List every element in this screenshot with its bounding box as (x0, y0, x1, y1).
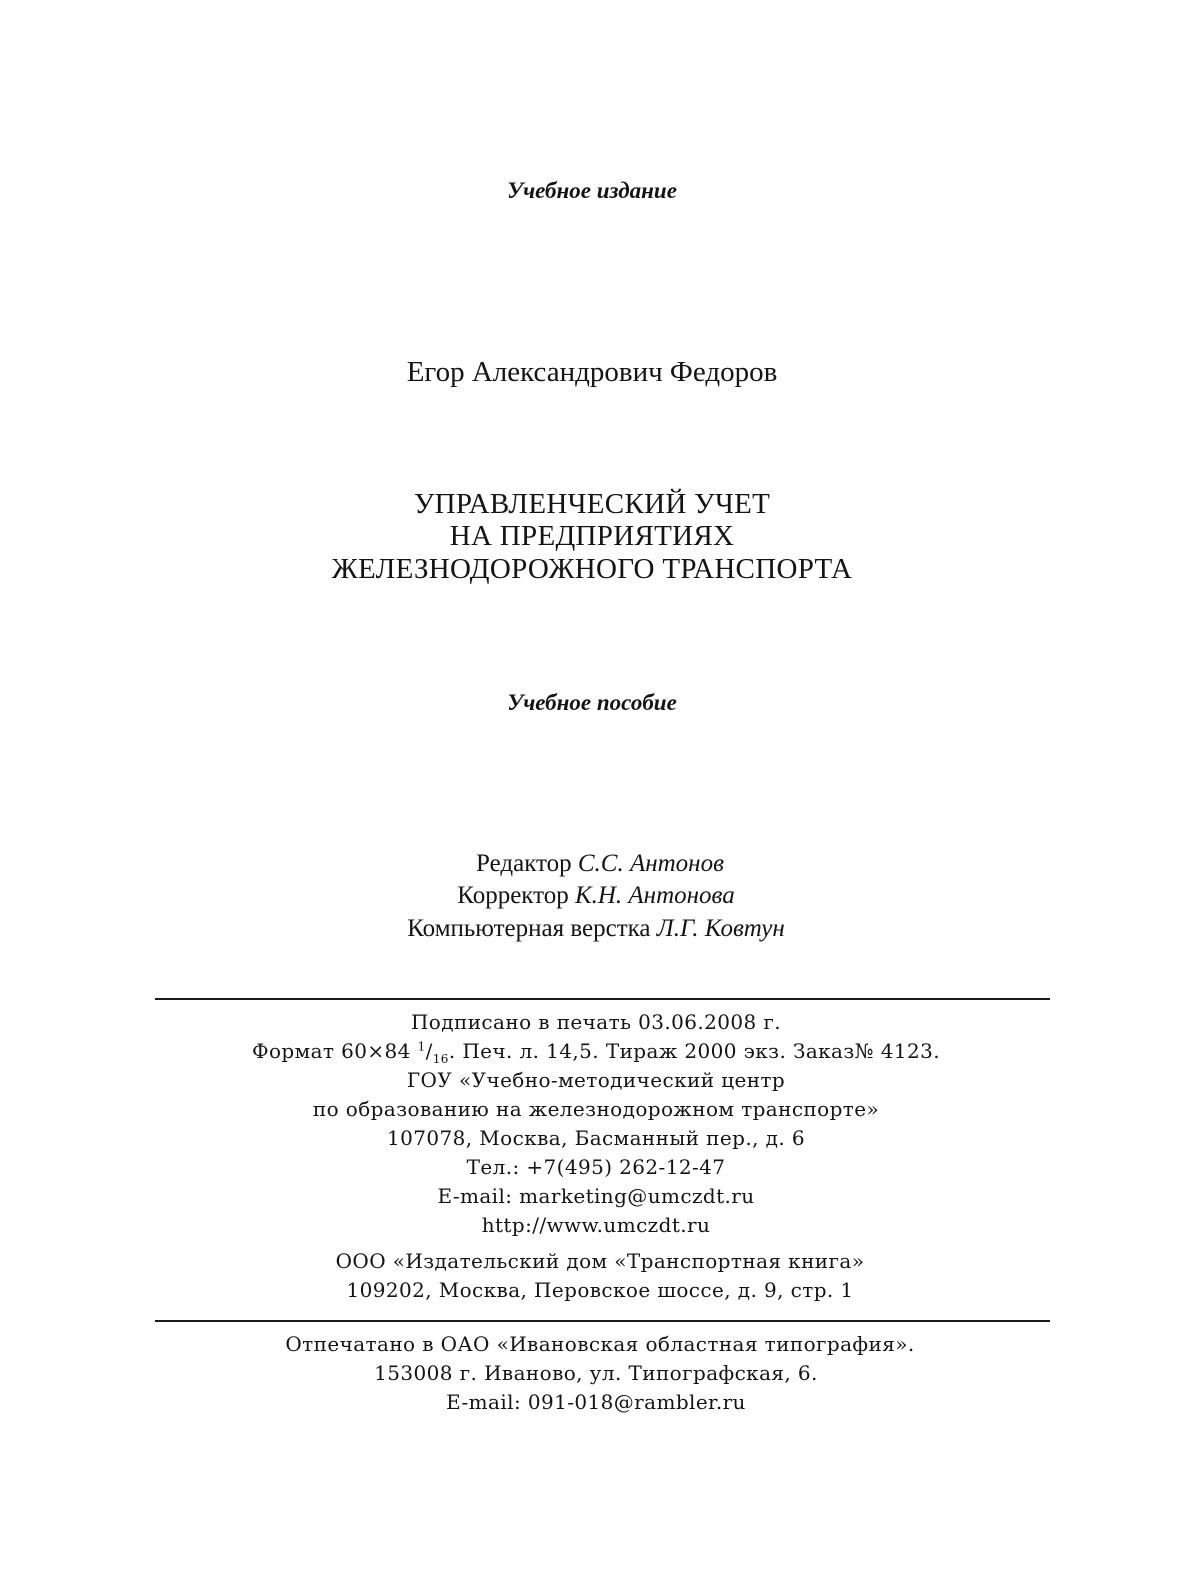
printer-address: 153008 г. Иваново, ул. Типографская, 6. (374, 1361, 818, 1385)
genre-label: Учебное пособие (507, 690, 677, 715)
editor-role: Редактор (476, 850, 572, 877)
layout-role: Компьютерная верстка (407, 915, 651, 942)
title-line-3: ЖЕЛЕЗНОДОРОЖНОГО ТРАНСПОРТА (331, 553, 853, 585)
org-url: http://www.umczdt.ru (481, 1213, 711, 1237)
format-prefix: Формат 60×84 (251, 1039, 411, 1063)
proofreader-name: К.Н. Антонова (574, 882, 735, 909)
title-line-1: УПРАВЛЕНЧЕСКИЙ УЧЕТ (413, 488, 771, 520)
divider-bottom (155, 1320, 1050, 1322)
org-line-1: ГОУ «Учебно-методический центр (406, 1068, 786, 1092)
title-line-2: НА ПРЕДПРИЯТИЯХ (449, 520, 735, 552)
org-line-2: по образованию на железнодорожном транспорте» (312, 1097, 880, 1121)
org-address: 107078, Москва, Басманный пер., д. 6 (387, 1126, 805, 1150)
editor-name: С.С. Антонов (577, 850, 724, 877)
editor-credit (0, 850, 1200, 878)
org-email: E-mail: marketing@umczdt.ru (437, 1184, 755, 1208)
format-rest: . Печ. л. 14,5. Тираж 2000 экз. Заказ№ 4123. (448, 1039, 941, 1063)
layout-credit (0, 915, 1196, 943)
publisher-name: ООО «Издательский дом «Транспортная книга» (335, 1249, 865, 1273)
edition-label: Учебное издание (507, 178, 677, 203)
proofreader-role: Корректор (457, 882, 569, 909)
org-phone: Тел.: +7(495) 262-12-47 (466, 1155, 726, 1179)
publisher-address: 109202, Москва, Перовское шоссе, д. 9, стр. 1 (346, 1278, 854, 1302)
format-numerator: 1 (417, 1039, 426, 1054)
format-line: Формат 60×84 $^1/_{16}$. Печ. л. 14,5. Тираж 2000 экз. Заказ№ 4123. (251, 1039, 941, 1066)
printer-email: E-mail: 091-018@rambler.ru (446, 1390, 746, 1414)
format-denominator: 16 (432, 1052, 449, 1066)
author-name: Егор Александрович Федоров (406, 356, 778, 388)
signed-date: Подписано в печать 03.06.2008 г. (410, 1010, 782, 1034)
divider-top (155, 998, 1050, 1000)
layout-name: Л.Г. Ковтун (656, 915, 785, 942)
printed-by: Отпечатано в ОАО «Ивановская областная типография». (285, 1332, 915, 1356)
proofreader-credit (0, 882, 1196, 910)
